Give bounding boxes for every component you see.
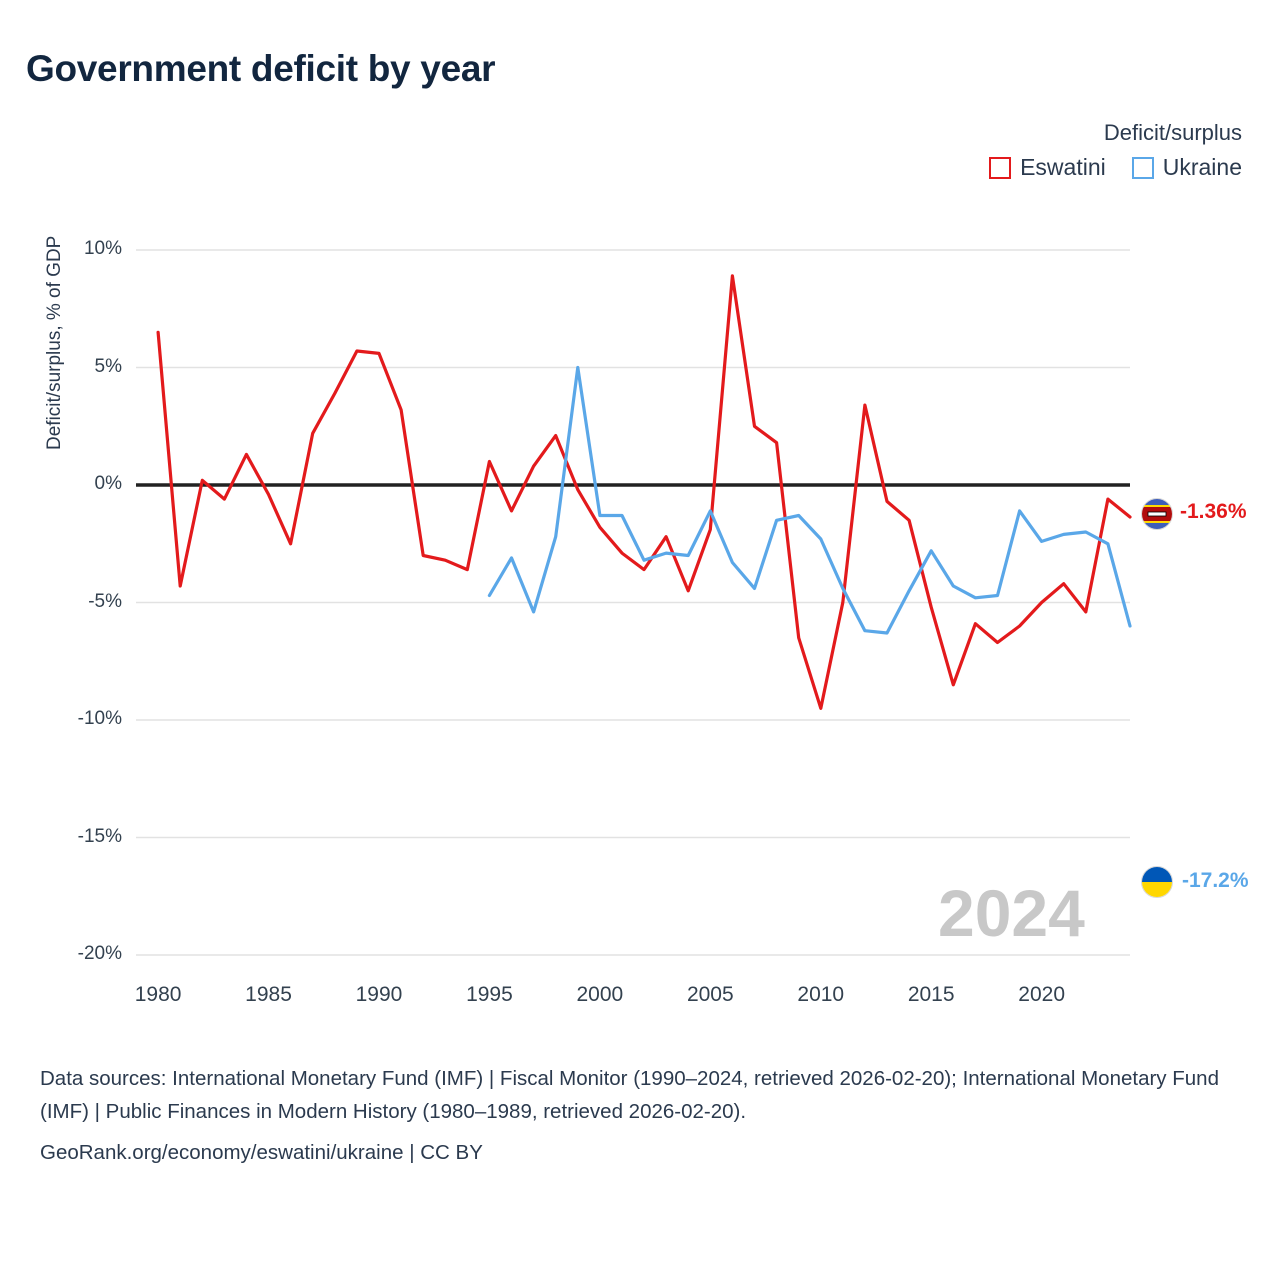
legend-item-eswatini[interactable]: [989, 154, 1106, 181]
y-tick-label: -5%: [88, 590, 122, 612]
legend-title: Deficit/surplus: [1103, 120, 1242, 145]
x-tick-label: 2005: [686, 983, 734, 1006]
x-tick-label: 1990: [355, 983, 403, 1006]
ukraine-flag-icon: [1141, 866, 1173, 898]
legend-label-eswatini: Eswatini: [1020, 154, 1106, 180]
page-title: Government deficit by year: [26, 48, 496, 89]
legend: [989, 120, 1242, 181]
x-tick-label: 1985: [245, 983, 292, 1006]
x-tick-label: 2015: [907, 983, 955, 1006]
legend-swatch-ukraine: [1132, 157, 1154, 179]
y-tick-label: 5%: [94, 355, 122, 377]
y-tick-label: -15%: [77, 825, 122, 847]
legend-swatch-eswatini: [989, 157, 1011, 179]
x-tick-label: 2010: [797, 983, 845, 1006]
x-tick-label: 2020: [1018, 983, 1065, 1006]
eswatini-flag-icon: [1141, 498, 1173, 530]
y-tick-label: -20%: [77, 943, 122, 964]
y-tick-label: 0%: [94, 473, 122, 494]
x-tick-label: 1995: [466, 983, 513, 1006]
y-axis-title: Deficit/surplus, % of GDP: [44, 235, 65, 450]
legend-items: [989, 154, 1242, 181]
footer: [40, 1062, 1250, 1169]
y-tick-label: 10%: [83, 238, 122, 259]
source-link-text[interactable]: GeoRank.org/economy/eswatini/ukraine | CC BY: [40, 1141, 483, 1164]
year-watermark: 2024: [938, 876, 1085, 950]
data-sources-text: Data sources: International Monetary Fund (IMF) | Fiscal Monitor (1990–2024, retrieved 2026-02-20); International Monetary Fund (IMF) | Public Finances in Modern History (1980–1989, retrieved 2026-02-20).: [40, 1067, 1219, 1123]
legend-item-ukraine[interactable]: [1132, 154, 1242, 181]
x-tick-label: 2000: [576, 983, 624, 1006]
legend-label-ukraine: Ukraine: [1162, 154, 1242, 180]
series-line-eswatini: [158, 276, 1130, 708]
end-label-eswatini: -1.36%: [1180, 500, 1247, 523]
end-label-ukraine: -17.2%: [1182, 869, 1249, 892]
x-tick-label: 1980: [134, 983, 182, 1006]
series-line-ukraine: [489, 368, 1130, 634]
y-tick-label: -10%: [77, 708, 122, 729]
